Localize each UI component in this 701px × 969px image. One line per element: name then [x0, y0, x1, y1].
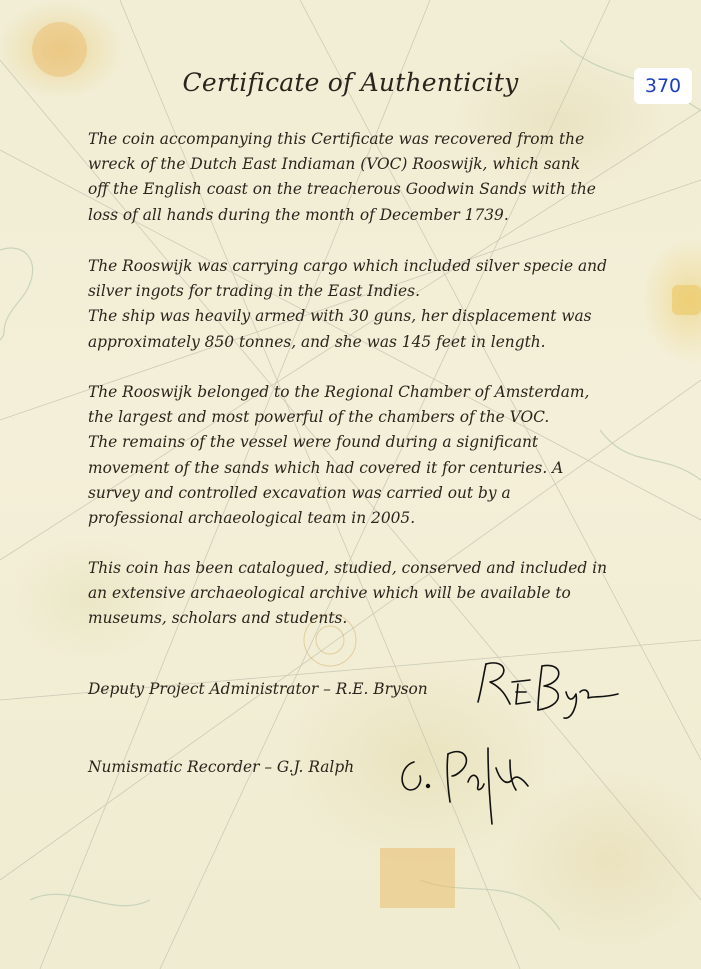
- text-line: approximately 850 tonnes, and she was 145 feet in length.: [88, 332, 546, 351]
- signatory-numismatic-recorder: Numismatic Recorder – G.J. Ralph: [88, 758, 355, 776]
- signatory-deputy-administrator: Deputy Project Administrator – R.E. Bryson: [88, 680, 428, 698]
- text-line: The coin accompanying this Certificate was recovered from the: [88, 130, 585, 148]
- signature-ralph: [392, 740, 542, 830]
- paragraph-history: [88, 380, 618, 531]
- text-line: The remains of the vessel were found during a significant: [88, 433, 539, 452]
- text-line: The Rooswijk belonged to the Regional Chamber of Amsterdam,: [88, 383, 590, 401]
- text-line: museums, scholars and students.: [88, 609, 348, 628]
- paragraph-recovery: [88, 127, 618, 228]
- text-line: the largest and most powerful of the chambers of the VOC.: [88, 408, 550, 427]
- paragraph-archive: [88, 556, 618, 632]
- text-line: loss of all hands during the month of December 1739.: [88, 205, 509, 224]
- map-color-patch: [380, 848, 455, 908]
- text-line: The Rooswijk was carrying cargo which included silver specie and: [88, 257, 607, 275]
- text-line: survey and controlled excavation was carried out by a: [88, 483, 511, 502]
- text-line: silver ingots for trading in the East Indies.: [88, 282, 420, 301]
- certificate-number-stamp: 370: [634, 68, 692, 104]
- text-line: off the English coast on the treacherous Goodwin Sands with the: [88, 180, 596, 199]
- text-line: professional archaeological team in 2005.: [88, 509, 416, 528]
- paragraph-cargo: [88, 254, 618, 355]
- signature-bryson: [468, 652, 628, 722]
- text-line: movement of the sands which had covered it for centuries. A: [88, 458, 564, 477]
- text-line: This coin has been catalogued, studied, conserved and included in: [88, 559, 607, 577]
- text-line: The ship was heavily armed with 30 guns, her displacement was: [88, 307, 592, 326]
- text-line: wreck of the Dutch East Indiaman (VOC) Rooswijk, which sank: [88, 155, 581, 174]
- text-line: an extensive archaeological archive which will be available to: [88, 584, 571, 603]
- map-color-patch: [672, 285, 701, 315]
- certificate-title: Certificate of Authenticity: [182, 68, 519, 97]
